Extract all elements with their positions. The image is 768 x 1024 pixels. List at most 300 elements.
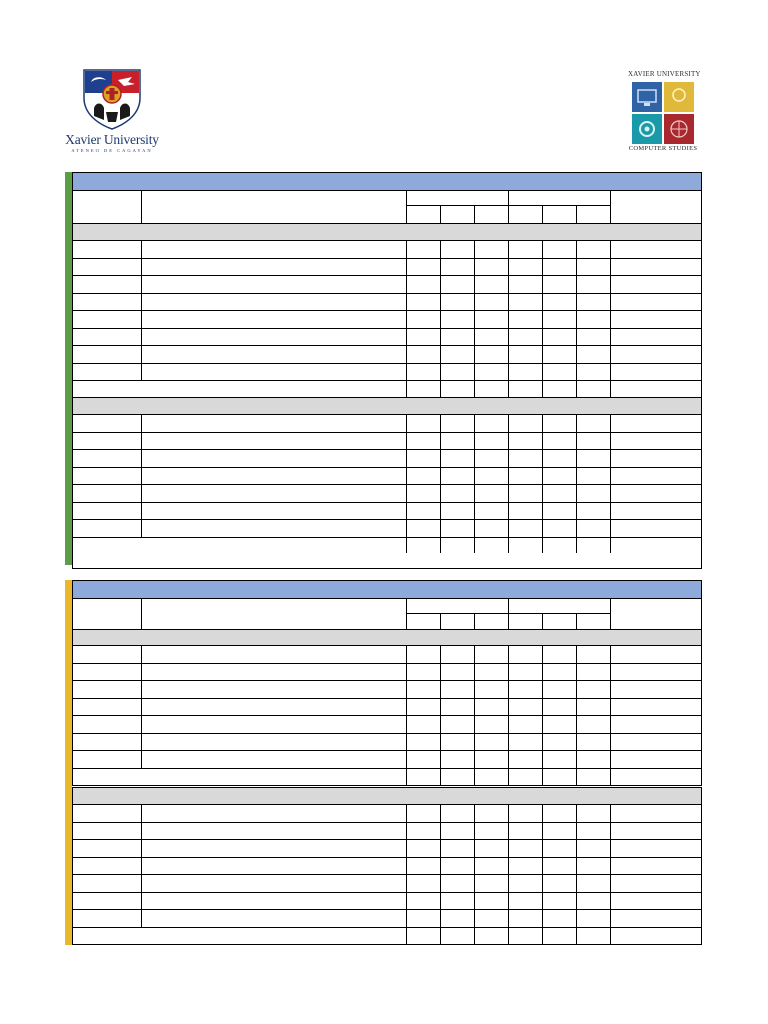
table-cell [474,240,509,259]
table-cell [406,768,441,787]
table-cell [576,645,611,664]
table-cell [542,663,577,682]
table-row [72,258,702,276]
second-table-title-bar [72,580,702,599]
university-shield-icon [82,68,142,130]
table-cell [72,715,142,734]
header-code-cell [72,190,142,224]
table-cell [610,909,702,928]
table-cell [576,449,611,468]
first-table-title-bar [72,172,702,191]
table-cell [542,698,577,717]
table-cell [141,733,407,752]
table-row [72,804,702,822]
table-cell [141,345,407,364]
table-cell [542,909,577,928]
table-cell [576,839,611,858]
university-motto: ATENEO DE CAGAYAN [71,148,153,153]
first-table-footer-row [72,553,702,569]
table-row [72,345,702,363]
table-cell [576,310,611,329]
table-cell [440,750,475,769]
table-cell [542,240,577,259]
table-cell [406,733,441,752]
header-code-cell [72,598,142,630]
table-cell [610,275,702,294]
table-cell [72,645,142,664]
table-cell [610,345,702,364]
table-cell [576,822,611,841]
xavier-university-logo [62,68,162,156]
table-cell [72,822,142,841]
table-cell [508,328,543,347]
table-cell [576,328,611,347]
table-cell [440,768,475,787]
table-cell [610,484,702,503]
table-row [72,310,702,328]
table-cell [576,258,611,277]
second-table-column-headers [72,598,702,631]
table-cell [474,645,509,664]
table-row [72,432,702,450]
table-cell [72,258,142,277]
table-cell [576,293,611,312]
table-cell [508,892,543,911]
table-cell [576,345,611,364]
table-cell [576,240,611,259]
table-cell [72,310,142,329]
table-cell [440,328,475,347]
table-cell [542,380,577,399]
table-cell [440,258,475,277]
table-cell [610,804,702,823]
table-cell [610,715,702,734]
table-cell [474,449,509,468]
table-cell [440,275,475,294]
table-cell [542,449,577,468]
table-row [72,839,702,857]
table-cell [72,892,142,911]
header-group-cell-b [508,190,611,206]
table-cell [440,733,475,752]
table-cell [141,240,407,259]
table-row [72,892,702,910]
header-sub-cell [576,613,611,630]
table-cell [72,804,142,823]
table-cell [610,822,702,841]
table-cell [440,909,475,928]
table-cell [474,680,509,699]
table-cell [141,874,407,893]
table-cell [440,380,475,399]
table-cell [542,363,577,382]
table-cell [542,715,577,734]
table-cell [474,733,509,752]
table-row [72,822,702,840]
table-cell [72,240,142,259]
table-cell [406,380,441,399]
table-total-row [72,927,702,945]
table-cell [406,467,441,486]
table-cell [141,645,407,664]
header-sub-cell [440,205,475,224]
table-cell [406,927,441,946]
table-cell [576,467,611,486]
table-cell [508,857,543,876]
table-cell [576,698,611,717]
table-cell [576,733,611,752]
second-table-section-band-2 [72,787,702,805]
table-cell [542,768,577,787]
table-cell [440,502,475,521]
table-cell [440,645,475,664]
table-cell [72,502,142,521]
table-row [72,484,702,502]
table-cell [141,328,407,347]
table-cell [474,768,509,787]
table-cell [406,822,441,841]
table-cell [610,310,702,329]
table-cell [576,892,611,911]
table-cell [406,750,441,769]
table-cell [474,432,509,451]
table-cell [542,293,577,312]
table-cell [72,363,142,382]
table-cell [508,414,543,433]
header-group-cell-a [406,190,509,206]
header-sub-cell [474,205,509,224]
table-cell [440,927,475,946]
table-cell [542,680,577,699]
table-cell [542,467,577,486]
table-cell [508,768,543,787]
table-cell [141,293,407,312]
table-cell [610,240,702,259]
table-cell [610,892,702,911]
table-cell [508,293,543,312]
table-cell [610,519,702,538]
table-cell [508,750,543,769]
table-cell [141,519,407,538]
table-row [72,449,702,467]
first-table-section-2-rows [72,414,702,554]
table-cell [406,328,441,347]
table-cell [406,240,441,259]
second-table-section-1-rows [72,645,702,785]
table-row [72,750,702,768]
table-cell [542,804,577,823]
table-row [72,680,702,698]
table-cell [610,380,702,399]
table-cell [610,293,702,312]
table-cell [406,663,441,682]
table-cell [542,328,577,347]
table-cell [508,715,543,734]
table-cell [576,927,611,946]
table-cell [542,750,577,769]
table-cell [406,874,441,893]
table-cell [542,892,577,911]
table-row [72,715,702,733]
table-cell [542,874,577,893]
table-cell [474,414,509,433]
table-cell [141,680,407,699]
table-cell [474,715,509,734]
table-cell [474,839,509,858]
table-cell [576,380,611,399]
table-row [72,857,702,875]
table-cell [72,768,407,787]
table-cell [474,698,509,717]
table-cell [542,822,577,841]
table-cell [610,258,702,277]
table-cell [508,663,543,682]
table-cell [508,258,543,277]
table-row [72,733,702,751]
table-cell [474,363,509,382]
table-cell [542,432,577,451]
table-cell [474,909,509,928]
table-cell [406,502,441,521]
table-cell [440,310,475,329]
table-cell [508,449,543,468]
table-cell [508,345,543,364]
table-cell [440,715,475,734]
header-title-cell [141,598,407,630]
table-cell [610,363,702,382]
computer-studies-logo-bottom-text: COMPUTER STUDIES [628,145,698,152]
table-cell [576,484,611,503]
header-sub-cell [576,205,611,224]
table-cell [72,467,142,486]
table-cell [440,892,475,911]
table-cell [542,275,577,294]
table-cell [141,449,407,468]
table-cell [508,645,543,664]
table-cell [141,839,407,858]
table-cell [610,857,702,876]
table-cell [474,310,509,329]
table-cell [141,892,407,911]
table-cell [440,874,475,893]
table-cell [474,822,509,841]
table-cell [474,275,509,294]
table-cell [576,804,611,823]
table-cell [141,822,407,841]
table-cell [406,484,441,503]
table-cell [610,502,702,521]
header-sub-cell [440,613,475,630]
table-cell [542,857,577,876]
table-cell [72,345,142,364]
table-cell [72,484,142,503]
table-cell [440,519,475,538]
table-row [72,502,702,520]
table-cell [440,804,475,823]
table-cell [474,484,509,503]
table-row [72,663,702,681]
header-remarks-cell [610,190,702,224]
table-cell [141,502,407,521]
table-cell [141,715,407,734]
table-cell [610,432,702,451]
table-cell [576,275,611,294]
table-cell [406,345,441,364]
table-cell [508,484,543,503]
first-table-section-band-2 [72,397,702,415]
table-cell [474,380,509,399]
table-cell [72,927,407,946]
table-cell [440,663,475,682]
table-cell [72,698,142,717]
header-sub-cell [508,205,543,224]
table-row [72,874,702,892]
table-cell [72,857,142,876]
table-cell [406,449,441,468]
table-cell [440,240,475,259]
table-cell [542,258,577,277]
table-cell [474,293,509,312]
table-cell [576,519,611,538]
table-cell [542,414,577,433]
table-cell [474,874,509,893]
header-sub-cell [542,613,577,630]
second-table-accent-bar [65,580,72,945]
computer-studies-emblem-icon [632,82,694,144]
table-cell [610,927,702,946]
table-cell [440,345,475,364]
table-cell [141,698,407,717]
table-cell [474,467,509,486]
table-cell [610,750,702,769]
table-cell [141,484,407,503]
table-cell [406,293,441,312]
table-cell [72,680,142,699]
table-cell [474,345,509,364]
first-table-section-band-1 [72,223,702,241]
table-cell [474,857,509,876]
table-cell [440,467,475,486]
table-cell [576,680,611,699]
table-cell [72,519,142,538]
table-cell [440,698,475,717]
table-cell [508,804,543,823]
table-row [72,909,702,927]
table-cell [474,663,509,682]
table-cell [406,310,441,329]
university-name: Xavier University [65,132,159,147]
table-cell [474,804,509,823]
table-cell [440,449,475,468]
table-cell [440,839,475,858]
table-cell [610,698,702,717]
table-cell [576,750,611,769]
table-cell [576,663,611,682]
table-cell [72,839,142,858]
table-cell [508,698,543,717]
table-cell [72,414,142,433]
computer-studies-logo [628,70,701,156]
table-cell [406,258,441,277]
table-cell [576,857,611,876]
table-cell [508,839,543,858]
table-cell [406,414,441,433]
table-cell [406,715,441,734]
table-cell [474,927,509,946]
table-cell [141,857,407,876]
table-row [72,698,702,716]
table-cell [474,258,509,277]
table-cell [474,892,509,911]
table-cell [406,909,441,928]
table-total-row [72,768,702,786]
table-row [72,467,702,485]
table-cell [508,432,543,451]
table-row [72,645,702,663]
table-cell [72,663,142,682]
header-title-cell [141,190,407,224]
table-cell [406,804,441,823]
table-cell [72,328,142,347]
second-table-section-2-rows [72,804,702,944]
table-cell [610,449,702,468]
table-cell [508,733,543,752]
table-cell [576,909,611,928]
header-sub-cell [542,205,577,224]
header-group-cell-a [406,598,509,614]
table-cell [610,839,702,858]
table-cell [406,857,441,876]
table-cell [72,293,142,312]
table-cell [141,804,407,823]
table-row [72,414,702,432]
table-cell [610,874,702,893]
table-cell [508,363,543,382]
table-cell [406,363,441,382]
table-cell [72,275,142,294]
table-cell [610,768,702,787]
table-cell [576,874,611,893]
table-cell [508,680,543,699]
table-cell [141,909,407,928]
table-cell [141,467,407,486]
table-cell [72,380,407,399]
table-cell [440,484,475,503]
table-cell [610,467,702,486]
table-cell [474,502,509,521]
table-total-row [72,380,702,398]
table-cell [508,822,543,841]
table-cell [440,293,475,312]
table-cell [610,680,702,699]
table-cell [440,363,475,382]
table-cell [542,927,577,946]
table-cell [474,328,509,347]
table-cell [542,310,577,329]
table-cell [542,645,577,664]
header-sub-cell [406,613,441,630]
table-cell [406,698,441,717]
table-row [72,240,702,258]
table-cell [542,519,577,538]
table-cell [610,414,702,433]
table-cell [508,927,543,946]
table-cell [576,363,611,382]
table-cell [72,909,142,928]
table-cell [508,380,543,399]
header-sub-cell [474,613,509,630]
table-cell [72,874,142,893]
